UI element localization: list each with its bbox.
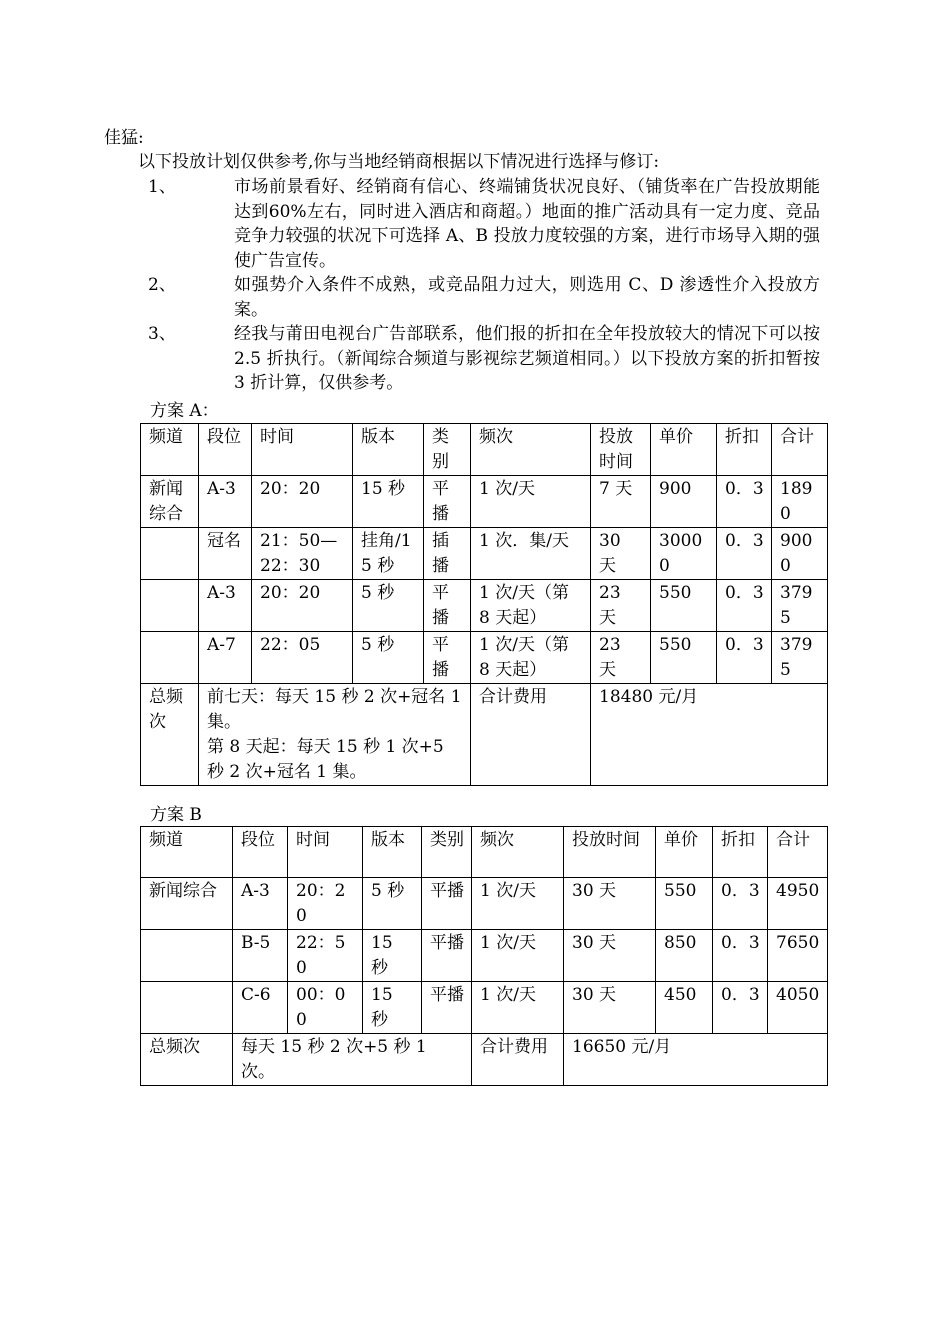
condition-list	[148, 175, 820, 396]
table-cell: 1 次/天	[472, 930, 564, 982]
table-cell: 22：50	[288, 930, 363, 982]
table-header-row	[141, 424, 828, 476]
header-cell: 折扣	[717, 424, 772, 476]
table-cell: 20：20	[252, 580, 353, 632]
header-cell: 版本	[363, 827, 422, 878]
table-cell: 平播	[422, 878, 472, 930]
table-cell: 9000	[772, 528, 828, 580]
table-cell: 23 天	[591, 632, 651, 684]
table-cell: 1 次/天（第 8 天起）	[471, 632, 591, 684]
table-cell: 0．3	[717, 528, 772, 580]
table-cell: 4050	[768, 982, 828, 1034]
table-cell: 1 次/天（第 8 天起）	[471, 580, 591, 632]
list-number: 2、	[148, 275, 176, 295]
table-cell: 0．3	[717, 632, 772, 684]
header-cell: 段位	[199, 424, 252, 476]
list-item	[148, 175, 820, 273]
table-cell: 1890	[772, 476, 828, 528]
header-cell: 时间	[252, 424, 353, 476]
table-cell: 0．3	[713, 878, 768, 930]
header-cell: 时间	[288, 827, 363, 878]
table-row	[141, 528, 828, 580]
table-cell: 20：20	[288, 878, 363, 930]
table-cell: 23 天	[591, 580, 651, 632]
table-cell: B-5	[233, 930, 288, 982]
plan-b-title: 方案 B	[150, 805, 202, 825]
table-cell: 1 次/天	[472, 878, 564, 930]
header-cell: 类别	[422, 827, 472, 878]
table-cell: 0．3	[717, 580, 772, 632]
list-text: 经我与莆田电视台广告部联系，他们报的折扣在全年投放较大的情况下可以按 2.5 折执行。（新闻综合频道与影视综艺频道相同。）以下投放方案的折扣暂按 3 折计算，仅供参考。	[234, 324, 820, 393]
table-cell: 850	[656, 930, 713, 982]
table-cell: 15 秒	[353, 476, 424, 528]
header-cell: 频道	[141, 827, 233, 878]
table-cell: 平播	[422, 982, 472, 1034]
table-cell: 20：20	[252, 476, 353, 528]
table-cell: 3795	[772, 580, 828, 632]
table-cell: 5 秒	[353, 632, 424, 684]
cost-label-cell: 合计费用	[471, 684, 591, 786]
list-text: 如强势介入条件不成熟，或竞品阻力过大，则选用 C、D 渗透性介入投放方案。	[234, 275, 820, 320]
table-header-row	[141, 827, 828, 878]
table-cell: 冠名	[199, 528, 252, 580]
table-row	[141, 878, 828, 930]
table-cell: 平播	[424, 632, 471, 684]
table-row	[141, 930, 828, 982]
table-cell: 450	[656, 982, 713, 1034]
table-row	[141, 580, 828, 632]
table-cell: 15 秒	[363, 930, 422, 982]
table-cell: A-7	[199, 632, 252, 684]
table-cell: 550	[656, 878, 713, 930]
total-label-cell: 总频次	[141, 684, 199, 786]
table-cell	[141, 580, 199, 632]
table-cell: 00：00	[288, 982, 363, 1034]
table-cell: 0．3	[713, 930, 768, 982]
table-cell: 挂角/15 秒	[353, 528, 424, 580]
plan-b-table	[140, 826, 828, 1086]
total-description-line: 第 8 天起：每天 15 秒 1 次+5 秒 2 次+冠名 1 集。	[207, 737, 444, 782]
table-cell: 3795	[772, 632, 828, 684]
list-item	[148, 322, 820, 396]
total-row	[141, 684, 828, 786]
header-cell: 单价	[656, 827, 713, 878]
table-cell: 平播	[424, 580, 471, 632]
total-description-cell: 每天 15 秒 2 次+5 秒 1 次。	[233, 1034, 472, 1086]
table-row	[141, 982, 828, 1034]
header-cell: 版本	[353, 424, 424, 476]
table-cell: 5 秒	[353, 580, 424, 632]
table-cell: 7 天	[591, 476, 651, 528]
list-number: 1、	[148, 177, 176, 197]
table-cell: 30 天	[591, 528, 651, 580]
table-cell: A-3	[199, 580, 252, 632]
list-text: 市场前景看好、经销商有信心、终端铺货状况良好、（铺货率在广告投放期能达到60%左右，同时进入酒店和商超。）地面的推广活动具有一定力度、竞品竞争力较强的状况下可选择 A、B 投放力度较强的方案，进行市场导入期的强使广告宣传。	[234, 177, 820, 271]
intro-paragraph: 以下投放计划仅供参考,你与当地经销商根据以下情况进行选择与修订:	[138, 152, 660, 172]
table-cell: A-3	[233, 878, 288, 930]
header-cell: 合计	[768, 827, 828, 878]
table-cell: 平播	[424, 476, 471, 528]
table-cell: 900	[651, 476, 717, 528]
table-cell: 0．3	[713, 982, 768, 1034]
table-row	[141, 632, 828, 684]
table-cell	[141, 528, 199, 580]
table-cell: 0．3	[717, 476, 772, 528]
table-cell: 30 天	[564, 982, 656, 1034]
table-cell: 1 次．集/天	[471, 528, 591, 580]
total-row	[141, 1034, 828, 1086]
cost-value-cell: 16650 元/月	[564, 1034, 828, 1086]
header-cell: 频次	[472, 827, 564, 878]
table-cell: 1 次/天	[471, 476, 591, 528]
greeting: 佳猛:	[104, 128, 144, 148]
header-cell: 频道	[141, 424, 199, 476]
table-cell: 30 天	[564, 930, 656, 982]
cost-label-cell: 合计费用	[472, 1034, 564, 1086]
table-cell	[141, 632, 199, 684]
table-cell: 平播	[422, 930, 472, 982]
total-label-cell: 总频次	[141, 1034, 233, 1086]
table-cell: 插播	[424, 528, 471, 580]
header-cell: 频次	[471, 424, 591, 476]
table-cell: A-3	[199, 476, 252, 528]
header-cell: 段位	[233, 827, 288, 878]
total-description-cell	[199, 684, 471, 786]
header-cell: 折扣	[713, 827, 768, 878]
table-cell: 30000	[651, 528, 717, 580]
plan-a-title: 方案 A：	[150, 401, 219, 421]
header-cell: 合计	[772, 424, 828, 476]
table-row	[141, 476, 828, 528]
table-cell	[141, 982, 233, 1034]
table-cell: 4950	[768, 878, 828, 930]
list-number: 3、	[148, 324, 176, 344]
table-cell: 550	[651, 632, 717, 684]
table-cell	[141, 930, 233, 982]
cost-value-cell: 18480 元/月	[591, 684, 828, 786]
table-cell: 1 次/天	[472, 982, 564, 1034]
total-description-line: 前七天：每天 15 秒 2 次+冠名 1 集。	[207, 687, 462, 732]
header-cell: 投放时间	[591, 424, 651, 476]
header-cell: 投放时间	[564, 827, 656, 878]
table-cell: 5 秒	[363, 878, 422, 930]
table-cell: 7650	[768, 930, 828, 982]
list-item	[148, 273, 820, 322]
table-cell: 30 天	[564, 878, 656, 930]
table-cell: 15 秒	[363, 982, 422, 1034]
header-cell: 单价	[651, 424, 717, 476]
table-cell: 21：50—22：30	[252, 528, 353, 580]
plan-a-table	[140, 423, 828, 786]
table-cell: 新闻综合	[141, 476, 199, 528]
table-cell: 550	[651, 580, 717, 632]
table-cell: 22：05	[252, 632, 353, 684]
header-cell: 类别	[424, 424, 471, 476]
table-cell: 新闻综合	[141, 878, 233, 930]
table-cell: C-6	[233, 982, 288, 1034]
